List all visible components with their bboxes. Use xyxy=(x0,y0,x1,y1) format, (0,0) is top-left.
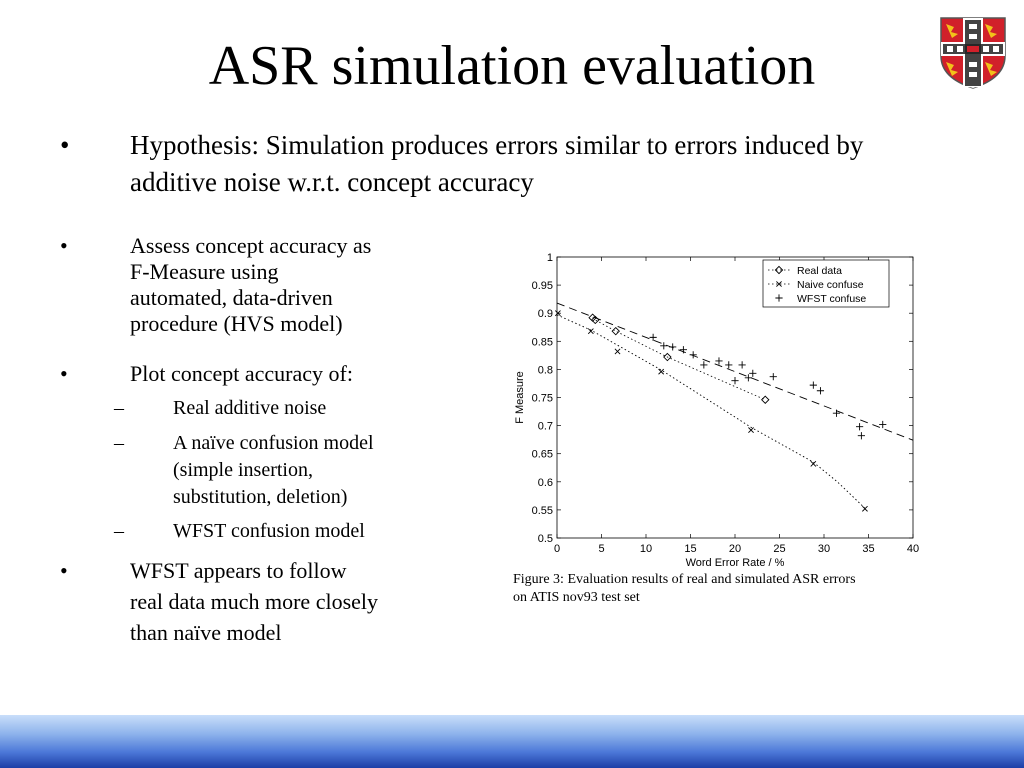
y-tick-label: 0.85 xyxy=(531,336,553,349)
legend-label: Naive confuse xyxy=(797,279,864,291)
bullet-mark: • xyxy=(60,361,68,386)
hypothesis-text: Hypothesis: Simulation produces errors similar to errors induced by additive noise w.r.t. concept accuracy xyxy=(130,130,864,197)
plot-text: Plot concept accuracy of: xyxy=(130,361,353,386)
y-tick-label: 0.7 xyxy=(537,420,553,433)
figure-caption xyxy=(513,571,933,607)
naive-model-line: (simple insertion, xyxy=(173,459,313,481)
bullet-mark: • xyxy=(60,233,68,258)
legend-label: WFST confuse xyxy=(797,293,867,305)
conclusion-bullet xyxy=(60,555,460,645)
y-tick-label: 0.9 xyxy=(537,308,553,321)
wfst-model-text: WFST confusion model xyxy=(173,520,365,542)
y-tick-label: 0.95 xyxy=(531,280,553,293)
assess-text xyxy=(130,233,460,337)
y-axis-label: F Measure xyxy=(514,371,526,424)
naive-model-subbullet xyxy=(60,430,460,511)
assess-bullet xyxy=(60,233,460,337)
naive-model-line: A naïve confusion model xyxy=(173,432,374,454)
x-tick-label: 20 xyxy=(728,543,742,555)
naive-model-text xyxy=(173,430,453,511)
caption-line: Figure 3: Evaluation results of real and simulated ASR errors xyxy=(513,572,856,587)
real-noise-subbullet xyxy=(60,395,460,422)
x-tick-label: 25 xyxy=(773,543,786,555)
dash-mark: – xyxy=(114,520,124,542)
dash-mark: – xyxy=(114,397,124,419)
x-tick-label: 30 xyxy=(817,543,831,555)
x-tick-label: 5 xyxy=(598,543,605,555)
bullet-mark: • xyxy=(60,558,68,583)
x-tick-label: 15 xyxy=(684,543,697,555)
x-axis-label: Word Error Rate / % xyxy=(685,557,785,569)
slide-title: ASR simulation evaluation xyxy=(208,35,816,97)
bullet-mark: • xyxy=(60,130,70,160)
y-tick-label: 0.55 xyxy=(531,504,553,517)
y-tick-label: 1 xyxy=(546,252,553,264)
x-tick-label: 10 xyxy=(639,543,653,555)
plot-bullet xyxy=(60,361,460,387)
assess-line: Assess concept accuracy as xyxy=(130,233,372,258)
y-tick-label: 0.8 xyxy=(537,364,553,377)
footer-gradient-bar xyxy=(0,715,1024,768)
y-tick-label: 0.5 xyxy=(537,533,553,545)
university-crest-logo xyxy=(939,16,1007,90)
legend-label: Real data xyxy=(797,265,842,277)
assess-line: F-Measure using xyxy=(130,259,279,284)
caption-line: on ATIS nov93 test set xyxy=(513,590,640,605)
y-tick-label: 0.65 xyxy=(531,448,553,461)
naive-model-line: substitution, deletion) xyxy=(173,486,348,508)
conclusion-line: real data much more closely xyxy=(130,589,379,614)
x-tick-label: 35 xyxy=(862,543,875,555)
real-noise-text: Real additive noise xyxy=(173,397,327,419)
conclusion-line: WFST appears to follow xyxy=(130,558,347,583)
assess-line: automated, data-driven xyxy=(130,285,333,310)
y-tick-label: 0.6 xyxy=(537,476,553,489)
conclusion-line: than naïve model xyxy=(130,620,282,645)
dash-mark: – xyxy=(114,432,124,454)
conclusion-text xyxy=(130,555,460,648)
f-measure-vs-wer-chart xyxy=(505,248,925,614)
assess-line: procedure (HVS model) xyxy=(130,311,343,336)
wfst-model-subbullet xyxy=(60,518,460,545)
y-tick-label: 0.75 xyxy=(531,392,553,405)
x-tick-label: 40 xyxy=(906,543,920,555)
x-tick-label: 0 xyxy=(553,543,561,555)
